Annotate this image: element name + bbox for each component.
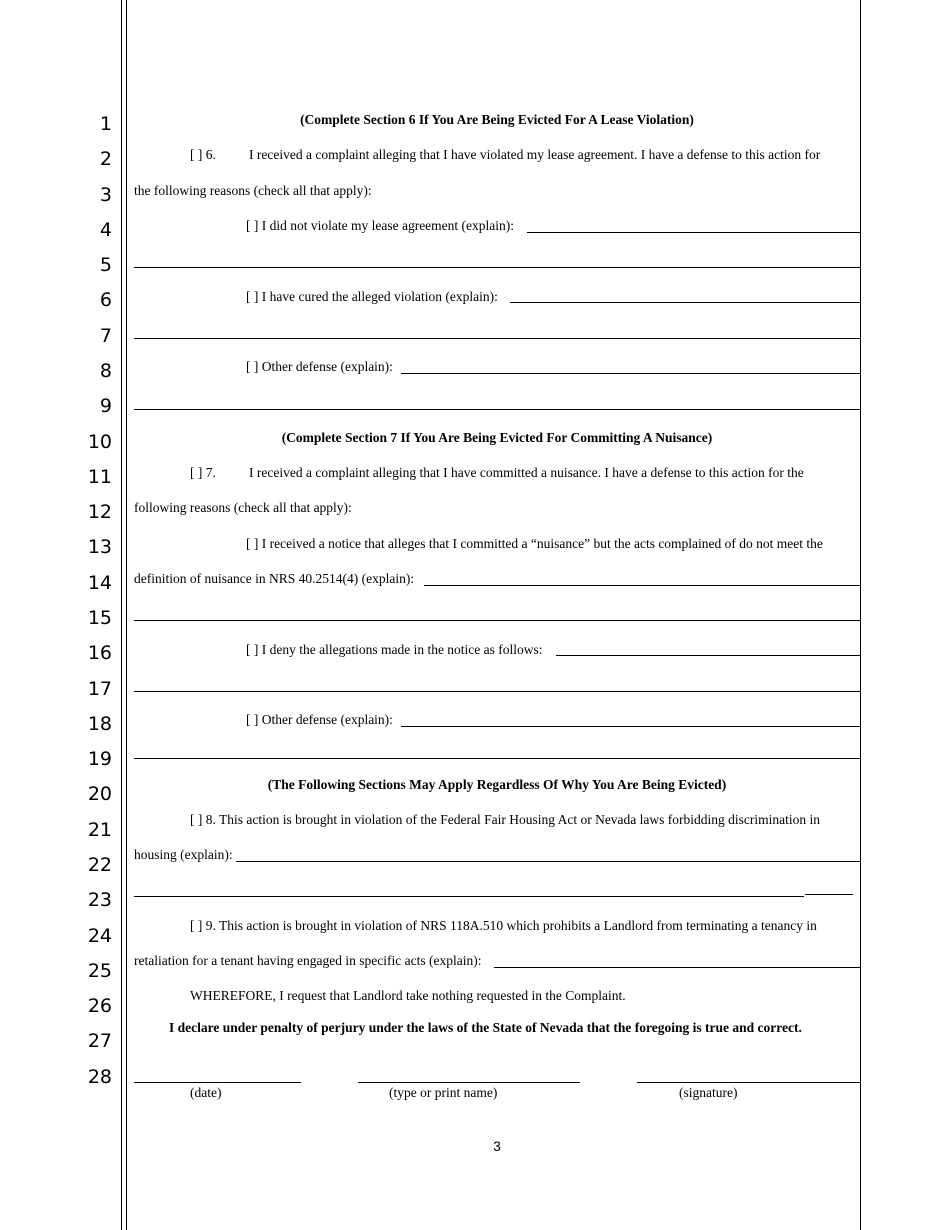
- blank-line[interactable]: [134, 691, 860, 692]
- wherefore-text: WHEREFORE, I request that Landlord take nothing requested in the Complaint.: [190, 988, 626, 1003]
- item9-continuation: retaliation for a tenant having engaged in specific acts (explain):: [134, 953, 482, 968]
- line-number: 8: [99, 360, 112, 382]
- name-label: (type or print name): [389, 1085, 498, 1100]
- section7-option2-field[interactable]: [556, 655, 860, 656]
- line-number: 28: [87, 1066, 112, 1088]
- line-number: 13: [87, 536, 112, 558]
- section7-option1-continuation: definition of nuisance in NRS 40.2514(4) (explain):: [134, 571, 415, 586]
- line-number: 21: [87, 819, 112, 841]
- section6-heading: (Complete Section 6 If You Are Being Evicted For A Lease Violation): [300, 112, 694, 127]
- margin-rule-left-outer: [121, 0, 122, 1230]
- line-number: 14: [87, 572, 112, 594]
- blank-line[interactable]: [134, 267, 860, 268]
- line-number: 24: [87, 925, 112, 947]
- margin-rule-left-inner: [126, 0, 127, 1230]
- blank-line[interactable]: [134, 338, 860, 339]
- item8-text[interactable]: [ ] 8. This action is brought in violation of the Federal Fair Housing Act or Nevada laws forbidding discrimination in: [190, 812, 821, 827]
- line-number: 2: [99, 148, 112, 170]
- date-field[interactable]: [134, 1082, 301, 1083]
- section6-checkbox[interactable]: [ ] 6.: [190, 147, 216, 162]
- line-number: 1: [99, 113, 112, 135]
- blank-line[interactable]: [134, 758, 860, 759]
- line-number: 4: [99, 219, 112, 241]
- section7-item-continuation: following reasons (check all that apply):: [134, 500, 352, 515]
- blank-line[interactable]: [134, 409, 860, 410]
- item9-field[interactable]: [494, 967, 860, 968]
- section7-option1-checkbox[interactable]: [ ] I received a notice that alleges that I committed a “nuisance” but the acts complained of do not meet the: [246, 536, 823, 551]
- line-number: 3: [99, 184, 112, 206]
- line-number: 18: [87, 713, 112, 735]
- line-number: 16: [87, 642, 112, 664]
- line-number: 22: [87, 854, 112, 876]
- section7-option1-field[interactable]: [424, 585, 860, 586]
- line-number: 17: [87, 678, 112, 700]
- section7-checkbox[interactable]: [ ] 7.: [190, 465, 216, 480]
- section6-option3-field[interactable]: [401, 373, 860, 374]
- line-number: 26: [87, 995, 112, 1017]
- section7-option2-checkbox[interactable]: [ ] I deny the allegations made in the notice as follows:: [246, 642, 543, 657]
- section6-option2-field[interactable]: [510, 302, 860, 303]
- name-field[interactable]: [358, 1082, 580, 1083]
- line-number: 11: [87, 466, 112, 488]
- section7-item-text: I received a complaint alleging that I have committed a nuisance. I have a defense to this action for the: [249, 465, 804, 480]
- line-number: 15: [87, 607, 112, 629]
- general-heading: (The Following Sections May Apply Regardless Of Why You Are Being Evicted): [267, 777, 727, 792]
- line-number: 7: [99, 325, 112, 347]
- blank-line[interactable]: [134, 896, 804, 897]
- item8-continuation: housing (explain):: [134, 847, 233, 862]
- section7-heading: (Complete Section 7 If You Are Being Evicted For Committing A Nuisance): [281, 430, 713, 445]
- section6-option1-checkbox[interactable]: [ ] I did not violate my lease agreement (explain):: [246, 218, 515, 233]
- line-number: 23: [87, 889, 112, 911]
- line-number: 12: [87, 501, 112, 523]
- blank-line-tail: [805, 894, 853, 895]
- date-label: (date): [190, 1085, 222, 1100]
- section7-option3-field[interactable]: [401, 726, 860, 727]
- section6-option1-field[interactable]: [527, 232, 860, 233]
- section6-item-text: I received a complaint alleging that I have violated my lease agreement. I have a defense to this action for: [249, 147, 821, 162]
- line-number: 5: [99, 254, 112, 276]
- declaration-text: I declare under penalty of perjury under the laws of the State of Nevada that the foregoing is true and correct.: [169, 1020, 802, 1035]
- section7-option3-checkbox[interactable]: [ ] Other defense (explain):: [246, 712, 393, 727]
- page-number: 3: [493, 1139, 501, 1154]
- line-number: 19: [87, 748, 112, 770]
- section6-option3-checkbox[interactable]: [ ] Other defense (explain):: [246, 359, 393, 374]
- section6-item-continuation: the following reasons (check all that apply):: [134, 183, 372, 198]
- line-number: 6: [99, 289, 112, 311]
- line-number: 10: [87, 431, 112, 453]
- line-number: 9: [99, 395, 112, 417]
- signature-field[interactable]: [637, 1082, 860, 1083]
- item9-text[interactable]: [ ] 9. This action is brought in violation of NRS 118A.510 which prohibits a Landlord from terminating a tenancy in: [190, 918, 817, 933]
- item8-field[interactable]: [236, 861, 860, 862]
- margin-rule-right: [860, 0, 861, 1230]
- section6-option2-checkbox[interactable]: [ ] I have cured the alleged violation (explain):: [246, 289, 498, 304]
- blank-line[interactable]: [134, 620, 860, 621]
- signature-label: (signature): [679, 1085, 738, 1100]
- line-number: 20: [87, 783, 112, 805]
- line-number: 25: [87, 960, 112, 982]
- line-number: 27: [87, 1030, 112, 1052]
